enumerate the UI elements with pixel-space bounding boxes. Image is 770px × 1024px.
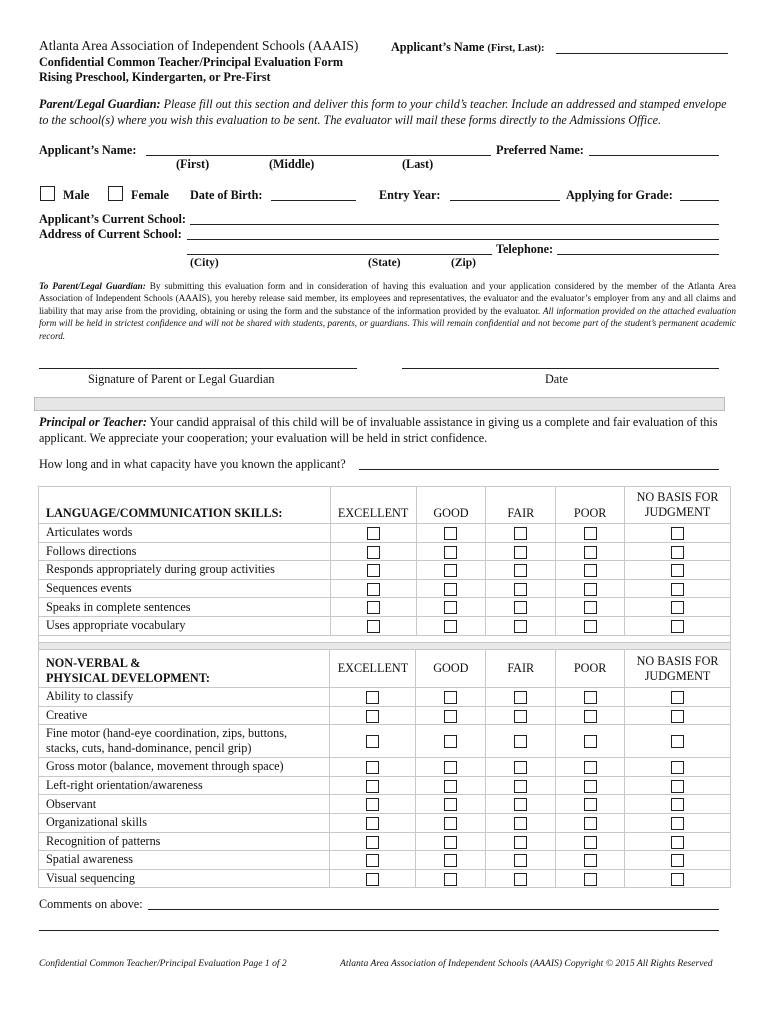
female-label: Female	[131, 188, 169, 202]
rating-cell	[330, 725, 416, 758]
rating-cell	[556, 725, 625, 758]
fair-checkbox[interactable]	[514, 583, 527, 596]
comments-field[interactable]	[148, 909, 719, 910]
rating-cell	[330, 795, 416, 814]
item-label: Articulates words	[39, 524, 331, 543]
rating-cell	[330, 869, 416, 888]
rating-cell	[556, 542, 625, 561]
no-basis-checkbox[interactable]	[671, 601, 684, 614]
male-label: Male	[63, 188, 90, 202]
rating-cell	[556, 758, 625, 777]
fair-checkbox[interactable]	[514, 710, 527, 723]
signature-field[interactable]	[39, 368, 357, 369]
col-excellent: EXCELLENT	[330, 487, 416, 524]
rating-cell	[556, 579, 625, 598]
no-basis-checkbox[interactable]	[671, 854, 684, 867]
telephone-label: Telephone:	[496, 242, 554, 256]
excellent-checkbox[interactable]	[366, 873, 379, 886]
rating-cell	[625, 813, 731, 832]
rating-cell	[486, 869, 556, 888]
fair-checkbox[interactable]	[514, 691, 527, 704]
language-header-row	[39, 487, 731, 524]
rating-cell	[625, 579, 731, 598]
table-row	[39, 706, 731, 725]
good-checkbox[interactable]	[444, 710, 457, 723]
rating-cell	[486, 579, 556, 598]
fair-checkbox[interactable]	[514, 798, 527, 811]
good-checkbox[interactable]	[444, 564, 457, 577]
rating-cell	[556, 688, 625, 707]
excellent-checkbox[interactable]	[366, 836, 379, 849]
rating-cell	[486, 795, 556, 814]
item-label: Creative	[39, 706, 330, 725]
first-label: (First)	[176, 157, 210, 171]
rating-cell	[330, 688, 416, 707]
poor-checkbox[interactable]	[584, 564, 597, 577]
item-label: Visual sequencing	[39, 869, 330, 888]
rating-cell	[416, 598, 486, 617]
male-checkbox[interactable]	[40, 186, 55, 201]
rating-cell	[330, 851, 416, 870]
table-row	[39, 542, 731, 561]
excellent-checkbox[interactable]	[366, 710, 379, 723]
good-checkbox[interactable]	[444, 691, 457, 704]
item-label: Spatial awareness	[39, 851, 330, 870]
nonverbal-skills-table	[38, 642, 731, 888]
rating-cell	[556, 561, 625, 580]
rating-cell	[556, 706, 625, 725]
rating-cell	[625, 832, 731, 851]
no-basis-checkbox[interactable]	[671, 527, 684, 540]
item-label: Gross motor (balance, movement through space)	[39, 758, 330, 777]
no-basis-checkbox[interactable]	[671, 836, 684, 849]
rating-cell	[330, 616, 416, 635]
table-row	[39, 688, 731, 707]
rating-cell	[416, 776, 486, 795]
poor-checkbox[interactable]	[584, 583, 597, 596]
item-label: Left-right orientation/awareness	[39, 776, 330, 795]
item-label: Responds appropriately during group activities	[39, 561, 331, 580]
col-poor: POOR	[556, 487, 625, 524]
gray-band-row	[39, 643, 731, 650]
good-checkbox[interactable]	[444, 527, 457, 540]
fair-checkbox[interactable]	[514, 873, 527, 886]
no-basis-checkbox[interactable]	[671, 780, 684, 793]
applying-grade-field[interactable]	[680, 200, 719, 201]
table-row	[39, 795, 731, 814]
no-basis-checkbox[interactable]	[671, 564, 684, 577]
good-checkbox[interactable]	[444, 780, 457, 793]
rating-cell	[625, 561, 731, 580]
language-section-title: LANGUAGE/COMMUNICATION SKILLS:	[39, 487, 331, 524]
good-checkbox[interactable]	[444, 873, 457, 886]
release-paragraph: To Parent/Legal Guardian: By submitting this evaluation form and in consideration of having this evaluation and your application considered by the member of the Atlanta Area Association of Independent Schools (AAAIS), you hereby release said member, its employees and representatives, the evaluator and the evaluator’s employer from any and all claims and liability that may arise from the providing, obtaining or using the form and the substance of the information provided by the evaluator. All information provided on the attached evaluation form will be held in strictest confidence and will not be shared with students, parents, or guardians. This will remain confidential and not become part of the student’s permanent academic record.	[39, 281, 736, 341]
excellent-checkbox[interactable]	[366, 691, 379, 704]
rating-cell	[330, 542, 416, 561]
poor-checkbox[interactable]	[584, 873, 597, 886]
dob-label: Date of Birth:	[190, 188, 263, 202]
school-address-label: Address of Current School:	[39, 227, 182, 241]
rating-cell	[416, 725, 486, 758]
no-basis-checkbox[interactable]	[671, 798, 684, 811]
item-label: Speaks in complete sentences	[39, 598, 331, 617]
col-fair-2: FAIR	[486, 650, 556, 688]
fair-checkbox[interactable]	[514, 601, 527, 614]
col-good-2: GOOD	[416, 650, 486, 688]
telephone-field[interactable]	[557, 254, 719, 255]
rating-cell	[556, 776, 625, 795]
no-basis-checkbox[interactable]	[671, 583, 684, 596]
table-row	[39, 616, 731, 635]
rating-cell	[416, 795, 486, 814]
rating-cell	[486, 851, 556, 870]
comments-label: Comments on above:	[39, 897, 143, 911]
good-checkbox[interactable]	[444, 854, 457, 867]
poor-checkbox[interactable]	[584, 620, 597, 633]
female-checkbox[interactable]	[108, 186, 123, 201]
item-label: Ability to classify	[39, 688, 330, 707]
rating-cell	[625, 706, 731, 725]
last-label: (Last)	[402, 157, 434, 171]
excellent-checkbox[interactable]	[367, 527, 380, 540]
fair-checkbox[interactable]	[514, 735, 527, 748]
rating-cell	[556, 813, 625, 832]
poor-checkbox[interactable]	[584, 854, 597, 867]
rating-cell	[556, 869, 625, 888]
no-basis-checkbox[interactable]	[671, 691, 684, 704]
zip-label: (Zip)	[451, 257, 476, 269]
col-excellent-2: EXCELLENT	[330, 650, 416, 688]
rating-cell	[416, 561, 486, 580]
entry-year-label: Entry Year:	[379, 188, 441, 202]
preferred-name-label: Preferred Name:	[496, 143, 584, 157]
poor-checkbox[interactable]	[584, 780, 597, 793]
preferred-name-field[interactable]	[589, 155, 719, 156]
rating-cell	[330, 706, 416, 725]
date-field[interactable]	[402, 368, 719, 369]
item-label: Organizational skills	[39, 813, 330, 832]
how-long-label: How long and in what capacity have you known the applicant?	[39, 457, 346, 471]
col-poor-2: POOR	[556, 650, 625, 688]
rating-cell	[416, 758, 486, 777]
fair-checkbox[interactable]	[514, 854, 527, 867]
rating-cell	[556, 524, 625, 543]
no-basis-checkbox[interactable]	[671, 873, 684, 886]
date-label: Date	[545, 372, 569, 386]
no-basis-checkbox[interactable]	[671, 546, 684, 559]
rating-cell	[486, 832, 556, 851]
item-label: Recognition of patterns	[39, 832, 330, 851]
excellent-checkbox[interactable]	[366, 854, 379, 867]
poor-checkbox[interactable]	[584, 691, 597, 704]
fair-checkbox[interactable]	[514, 817, 527, 830]
table-row	[39, 524, 731, 543]
applicants-name-label: Applicant’s Name:	[39, 143, 137, 157]
rating-cell	[330, 561, 416, 580]
applicant-name-header-label: Applicant’s Name (First, Last):	[391, 40, 545, 54]
poor-checkbox[interactable]	[584, 836, 597, 849]
col-no-basis-2: NO BASIS FOR JUDGMENT	[625, 650, 731, 688]
school-address-city-field[interactable]	[187, 254, 492, 255]
table-row	[39, 758, 731, 777]
rating-cell	[625, 524, 731, 543]
table-row	[39, 725, 731, 758]
rating-cell	[330, 813, 416, 832]
good-checkbox[interactable]	[444, 735, 457, 748]
rating-cell	[625, 616, 731, 635]
rating-cell	[556, 598, 625, 617]
rating-cell	[486, 776, 556, 795]
rating-cell	[625, 795, 731, 814]
rating-cell	[486, 758, 556, 777]
rating-cell	[416, 813, 486, 832]
rating-cell	[556, 851, 625, 870]
col-fair: FAIR	[486, 487, 556, 524]
excellent-checkbox[interactable]	[366, 817, 379, 830]
table-row	[39, 776, 731, 795]
rating-cell	[416, 616, 486, 635]
poor-checkbox[interactable]	[584, 527, 597, 540]
good-checkbox[interactable]	[444, 761, 457, 774]
rating-cell	[556, 795, 625, 814]
rating-cell	[556, 616, 625, 635]
excellent-checkbox[interactable]	[367, 601, 380, 614]
form-title: Confidential Common Teacher/Principal Evaluation Form	[39, 55, 344, 69]
rating-cell	[416, 832, 486, 851]
item-label: Sequences events	[39, 579, 331, 598]
fair-checkbox[interactable]	[514, 836, 527, 849]
city-label: (City)	[190, 257, 219, 269]
item-label: Observant	[39, 795, 330, 814]
good-checkbox[interactable]	[444, 583, 457, 596]
rating-cell	[625, 542, 731, 561]
no-basis-checkbox[interactable]	[671, 710, 684, 723]
item-label: Fine motor (hand-eye coordination, zips, buttons, stacks, cuts, hand-dominance, pencil grip)	[39, 725, 330, 758]
nonverbal-header-row	[39, 650, 731, 688]
fair-checkbox[interactable]	[514, 546, 527, 559]
rating-cell	[486, 616, 556, 635]
rating-cell	[625, 688, 731, 707]
excellent-checkbox[interactable]	[366, 780, 379, 793]
rating-cell	[330, 776, 416, 795]
rating-cell	[486, 542, 556, 561]
language-skills-table	[38, 486, 731, 647]
applicant-name-header-field[interactable]	[556, 53, 728, 54]
rating-cell	[416, 524, 486, 543]
table-row	[39, 561, 731, 580]
rating-cell	[330, 758, 416, 777]
fair-checkbox[interactable]	[514, 620, 527, 633]
rating-cell	[416, 542, 486, 561]
parent-instructions: Parent/Legal Guardian: Please fill out this section and deliver this form to your child’s teacher. Include an addressed and stamped envelope to the school(s) where you wish this evaluation to be sent. The evaluator will mail these forms directly to the Admissions Office.	[39, 97, 727, 127]
excellent-checkbox[interactable]	[367, 546, 380, 559]
poor-checkbox[interactable]	[584, 761, 597, 774]
section-divider	[34, 397, 725, 411]
table-row	[39, 869, 731, 888]
no-basis-checkbox[interactable]	[671, 817, 684, 830]
rating-cell	[625, 851, 731, 870]
good-checkbox[interactable]	[444, 546, 457, 559]
poor-checkbox[interactable]	[584, 601, 597, 614]
excellent-checkbox[interactable]	[367, 583, 380, 596]
how-long-field[interactable]	[359, 469, 719, 470]
rating-cell	[486, 598, 556, 617]
middle-label: (Middle)	[269, 157, 315, 171]
rating-cell	[625, 869, 731, 888]
rating-cell	[416, 579, 486, 598]
rating-cell	[416, 851, 486, 870]
rating-cell	[416, 869, 486, 888]
table-row	[39, 598, 731, 617]
rating-cell	[625, 776, 731, 795]
comments-field-line-2[interactable]	[39, 930, 719, 931]
no-basis-checkbox[interactable]	[671, 620, 684, 633]
rating-cell	[625, 758, 731, 777]
rating-cell	[486, 725, 556, 758]
rating-cell	[330, 598, 416, 617]
current-school-field[interactable]	[190, 224, 719, 225]
rating-cell	[486, 561, 556, 580]
nonverbal-section-title: NON-VERBAL & PHYSICAL DEVELOPMENT:	[39, 650, 330, 688]
form-subtitle: Rising Preschool, Kindergarten, or Pre-First	[39, 70, 271, 84]
fair-checkbox[interactable]	[514, 527, 527, 540]
fair-checkbox[interactable]	[514, 564, 527, 577]
rating-cell	[330, 579, 416, 598]
good-checkbox[interactable]	[444, 620, 457, 633]
no-basis-checkbox[interactable]	[671, 761, 684, 774]
table-row	[39, 832, 731, 851]
footer-left: Confidential Common Teacher/Principal Evaluation Page 1 of 2	[39, 958, 287, 969]
fair-checkbox[interactable]	[514, 761, 527, 774]
poor-checkbox[interactable]	[584, 735, 597, 748]
table-row	[39, 813, 731, 832]
rating-cell	[330, 524, 416, 543]
current-school-label: Applicant’s Current School:	[39, 212, 186, 226]
col-good: GOOD	[416, 487, 486, 524]
excellent-checkbox[interactable]	[367, 620, 380, 633]
good-checkbox[interactable]	[444, 817, 457, 830]
poor-checkbox[interactable]	[584, 710, 597, 723]
item-label: Follows directions	[39, 542, 331, 561]
table-row	[39, 851, 731, 870]
good-checkbox[interactable]	[444, 798, 457, 811]
applicants-name-field[interactable]	[146, 155, 491, 156]
school-address-field[interactable]	[187, 239, 719, 240]
rating-cell	[486, 524, 556, 543]
footer-right: Atlanta Area Association of Independent Schools (AAAIS) Copyright © 2015 All Rights Reserved	[340, 958, 713, 969]
excellent-checkbox[interactable]	[366, 798, 379, 811]
item-label: Uses appropriate vocabulary	[39, 616, 331, 635]
col-no-basis: NO BASIS FOR JUDGMENT	[625, 487, 731, 524]
excellent-checkbox[interactable]	[367, 564, 380, 577]
rating-cell	[625, 598, 731, 617]
excellent-checkbox[interactable]	[366, 761, 379, 774]
poor-checkbox[interactable]	[584, 546, 597, 559]
org-name: Atlanta Area Association of Independent Schools (AAAIS)	[39, 38, 359, 53]
rating-cell	[486, 688, 556, 707]
rating-cell	[486, 706, 556, 725]
rating-cell	[416, 706, 486, 725]
dob-field[interactable]	[271, 200, 356, 201]
poor-checkbox[interactable]	[584, 817, 597, 830]
teacher-instructions: Principal or Teacher: Your candid appraisal of this child will be of invaluable assistance in giving us a complete and fair evaluation of this applicant. We appreciate your cooperation; your evaluation will be held in strict confidence.	[39, 415, 718, 445]
rating-cell	[486, 813, 556, 832]
no-basis-checkbox[interactable]	[671, 735, 684, 748]
table-row	[39, 579, 731, 598]
signature-label: Signature of Parent or Legal Guardian	[88, 372, 275, 386]
rating-cell	[330, 832, 416, 851]
fair-checkbox[interactable]	[514, 780, 527, 793]
rating-cell	[625, 725, 731, 758]
good-checkbox[interactable]	[444, 836, 457, 849]
applying-grade-label: Applying for Grade:	[566, 188, 673, 202]
excellent-checkbox[interactable]	[366, 735, 379, 748]
rating-cell	[416, 688, 486, 707]
entry-year-field[interactable]	[450, 200, 560, 201]
poor-checkbox[interactable]	[584, 798, 597, 811]
state-label: (State)	[368, 257, 401, 269]
rating-cell	[556, 832, 625, 851]
good-checkbox[interactable]	[444, 601, 457, 614]
